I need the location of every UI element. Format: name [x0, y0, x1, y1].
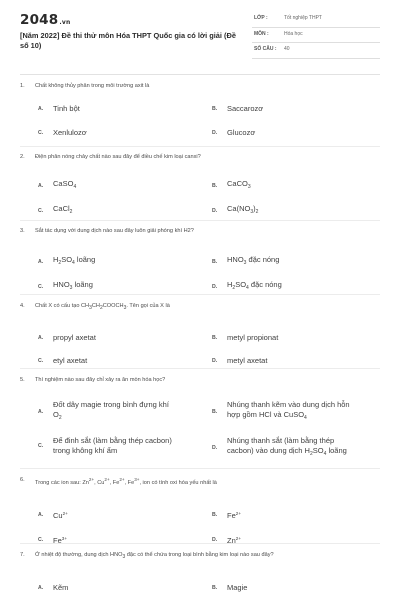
question-text: Thí nghiệm nào sau đây chỉ xảy ra ăn mòn hóa học?: [35, 377, 166, 383]
answer-option[interactable]: C. Xenlulozơ: [38, 128, 87, 137]
answer-option[interactable]: B. Magie: [212, 583, 248, 592]
question-4: 4. Chất X có cấu tạo CH3CH2COOCH3. Tên gọi của X là A. propyl axetat B. metyl propionat C. etyl axetat D. metyl axetat: [20, 302, 380, 312]
question-separator: [20, 146, 380, 147]
header-divider: [20, 74, 380, 75]
answer-option[interactable]: B. Nhúng thanh kẽm vào dung dịch hỗn hợp gồm HCl và CuSO$_4$: [212, 400, 350, 421]
answer-option[interactable]: C. $HNO_3$ loãng: [38, 280, 93, 291]
answer-option[interactable]: D. Nhúng thanh sắt (làm bằng thép cacbon) vào dung dịch $H_2SO_4$ loãng: [212, 436, 347, 457]
answer-option[interactable]: C. etyl axetat: [38, 356, 88, 365]
answer-option[interactable]: A. Đốt dây magie trong bình đựng khí $O_2$: [38, 400, 169, 421]
answer-option[interactable]: A. $H_2SO_4$ loãng: [38, 255, 96, 266]
document-header: [0, 0, 400, 66]
question-text: Sắt tác dụng với dung dịch nào sau đây luôn giải phóng khí H2?: [35, 228, 194, 234]
answer-option[interactable]: C. CaCl$_2$: [38, 204, 73, 215]
answer-option[interactable]: A. $Cu^{2+}$: [38, 511, 68, 520]
answer-option[interactable]: B. $Fe^{2+}$: [212, 511, 242, 520]
question-separator: [20, 543, 380, 544]
answer-option[interactable]: D. $H_2SO_4$ đặc nóng: [212, 280, 282, 291]
question-7: 7. Ở nhiệt độ thường, dung dịch HNO3 đặc có thể chứa trong loại bình bằng kim loại nào sau đây? A. Kẽm B. Magie: [20, 551, 380, 561]
meta-row-count: SỐ CÂU : 40: [252, 43, 380, 59]
answer-option[interactable]: B. $HNO_3$ đặc nóng: [212, 255, 280, 266]
answer-option[interactable]: D. $Ca(NO_3)_2$: [212, 204, 259, 215]
question-3: 3. Sắt tác dụng với dung dịch nào sau đây luôn giải phóng khí H2? A. $H_2SO_4$ loãng B. $HNO_3$ đặc nóng C. $HNO_3$ loãng D. $H_2SO_4$ đặc nóng: [20, 227, 380, 235]
answer-option[interactable]: C. Để đinh sắt (làm bằng thép cacbon) trong không khí ẩm: [38, 436, 172, 455]
question-separator: [20, 294, 380, 295]
site-logo[interactable]: 2048.vn: [20, 12, 71, 28]
question-separator: [20, 368, 380, 369]
question-separator: [20, 220, 380, 221]
question-1: [20, 82, 380, 137]
question-text: Trong các ion sau: $Zn^{2+}$, $Cu^{2+}$, $Fe^{2+}$, $Fe^{3+}$, ion có tính oxi hóa yếu nhất là: [35, 477, 217, 486]
answer-option[interactable]: A. Tinh bột: [38, 104, 80, 113]
meta-row-class: LỚP : Tốt nghiệp THPT: [252, 12, 380, 28]
question-5: 5. Thí nghiệm nào sau đây chỉ xảy ra ăn mòn hóa học? A. Đốt dây magie trong bình đựng khí $O_2$ B. Nhúng thanh kẽm vào dung dịch hỗn hợp gồm HCl và CuSO$_4$ C. Để đinh sắt (làm bằng thép cacbon) trong không khí ẩm D. Nhúng thanh sắt (làm bằng thép cacbon) vào dung dịch $H_2SO_4$ loãng: [20, 376, 380, 384]
answer-option[interactable]: B. Saccarozơ: [212, 104, 264, 113]
answer-option[interactable]: D. $Zn^{2+}$: [212, 536, 242, 545]
answer-option[interactable]: A. Kẽm: [38, 583, 69, 592]
question-text: Chất không thủy phân trong môi trường axit là: [35, 83, 150, 89]
exam-title: [Năm 2022] Đề thi thử môn Hóa THPT Quốc gia có lời giải (Đề số 10): [20, 31, 236, 50]
question-separator: [20, 468, 380, 469]
answer-option[interactable]: B. metyl propionat: [212, 333, 279, 342]
meta-row-subject: MÔN : Hóa học: [252, 28, 380, 44]
question-text: Điện phân nóng chảy chất nào sau đây để điều chế kim loại canxi?: [35, 154, 201, 160]
question-text: Ở nhiệt độ thường, dung dịch HNO3 đặc có thể chứa trong loại bình bằng kim loại nào sau đây?: [35, 552, 274, 560]
answer-option[interactable]: D. Glucozơ: [212, 128, 256, 137]
answer-option[interactable]: A. propyl axetat: [38, 333, 96, 342]
answer-option[interactable]: A. CaSO$_4$: [38, 179, 77, 190]
exam-meta: [252, 12, 380, 59]
question-2: 2. Điện phân nóng chảy chất nào sau đây để điều chế kim loại canxi? A. CaSO$_4$ B. CaCO$_3$ C. CaCl$_2$ D. $Ca(NO_3)_2$: [20, 153, 380, 161]
answer-option[interactable]: C. $Fe^{3+}$: [38, 536, 68, 545]
question-number: 1.: [20, 83, 25, 89]
answer-option[interactable]: B. CaCO$_3$: [212, 179, 251, 190]
question-6: 6. Trong các ion sau: $Zn^{2+}$, $Cu^{2+}$, $Fe^{2+}$, $Fe^{3+}$, ion có tính oxi hóa yếu nhất là A. $Cu^{2+}$ B. $Fe^{2+}$ C. $Fe^{3+}$ D. $Zn^{2+}$: [20, 476, 380, 487]
answer-option[interactable]: D. metyl axetat: [212, 356, 268, 365]
question-text: Chất X có cấu tạo CH3CH2COOCH3. Tên gọi của X là: [35, 303, 170, 311]
